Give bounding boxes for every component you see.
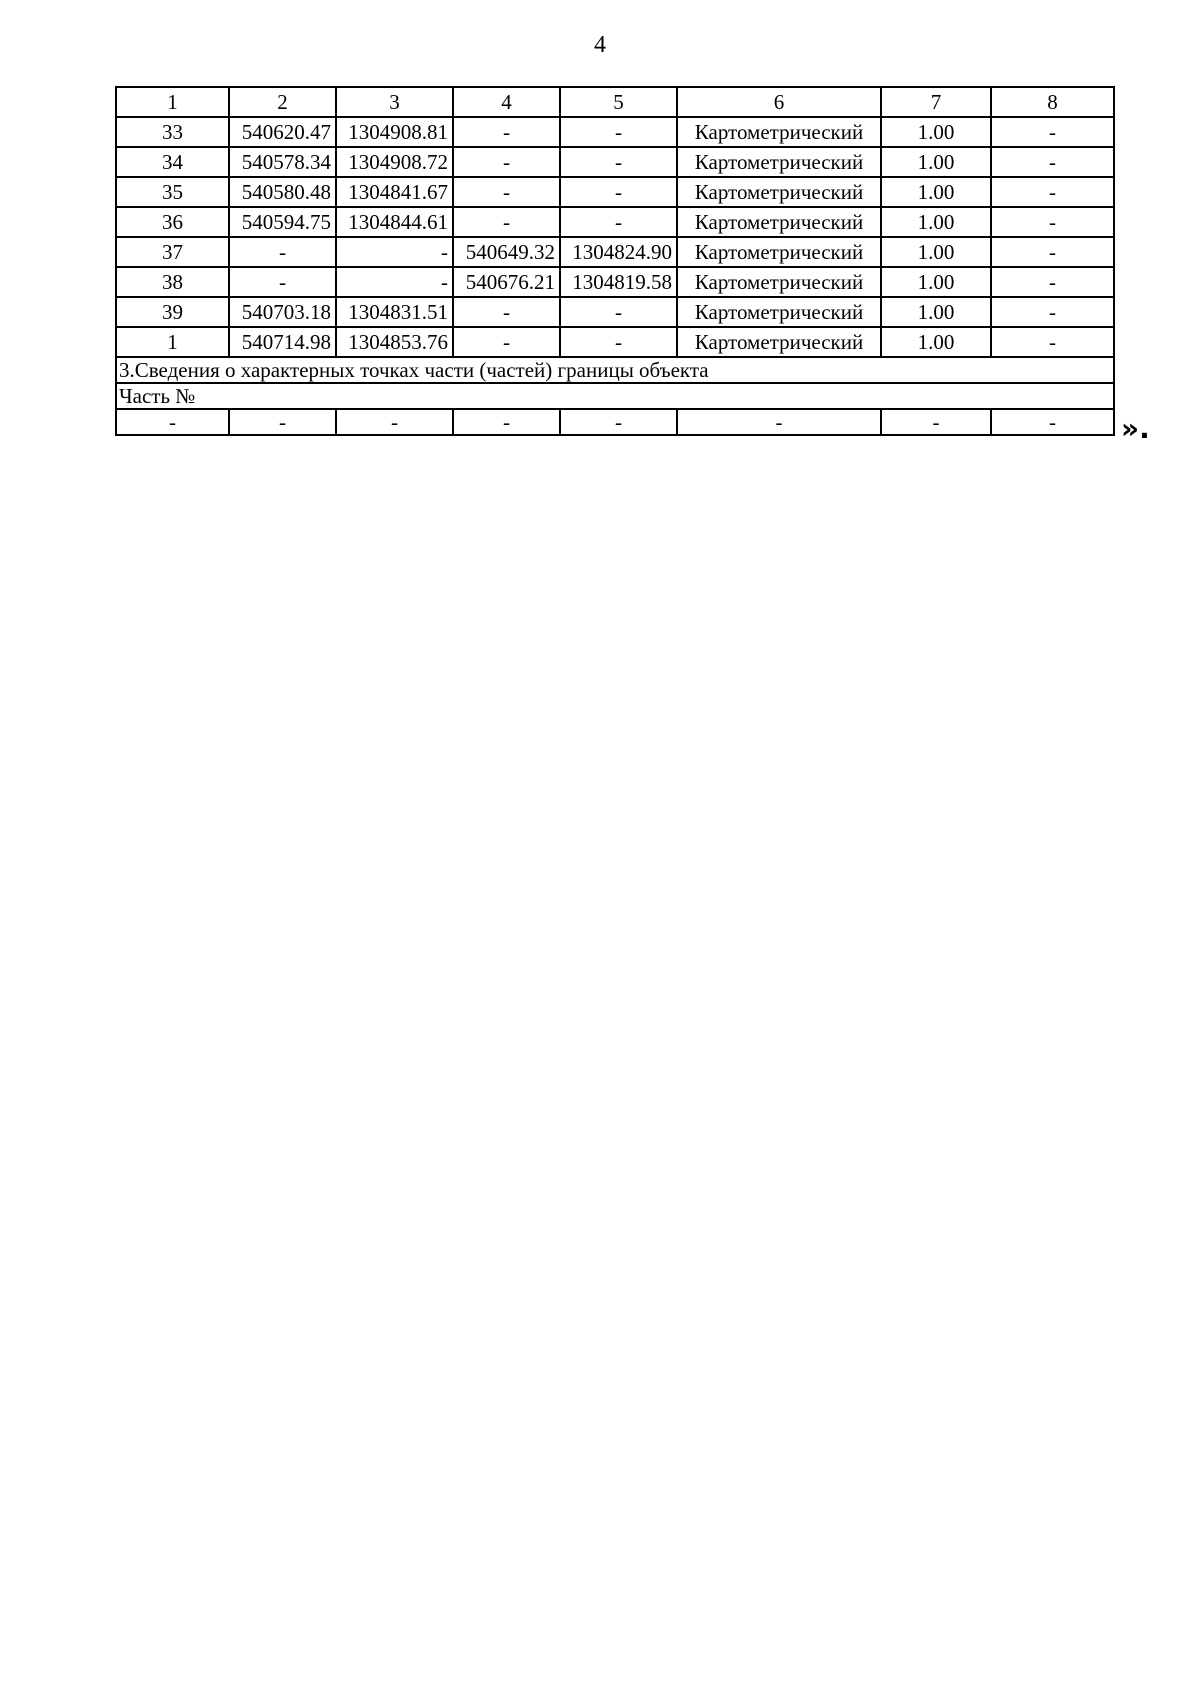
method-cell: Картометрический <box>677 147 881 177</box>
accuracy-cell: 1.00 <box>881 297 991 327</box>
x-coordinate: - <box>229 267 336 297</box>
point-number: 36 <box>116 207 229 237</box>
x-coordinate-alt: 540649.32 <box>453 237 560 267</box>
header-cell: 4 <box>453 87 560 117</box>
description-cell: - <box>991 267 1114 297</box>
table-row <box>116 207 1114 237</box>
section-title-row <box>116 357 1114 383</box>
x-coordinate-alt: - <box>453 207 560 237</box>
method-cell: Картометрический <box>677 327 881 357</box>
x-coordinate: - <box>229 237 336 267</box>
x-coordinate: 540578.34 <box>229 147 336 177</box>
empty-cell: - <box>453 409 560 435</box>
x-coordinate-alt: - <box>453 147 560 177</box>
y-coordinate: 1304853.76 <box>336 327 453 357</box>
y-coordinate-alt: - <box>560 207 677 237</box>
table-row <box>116 117 1114 147</box>
part-label: Часть № <box>116 383 1114 409</box>
method-cell: Картометрический <box>677 297 881 327</box>
point-number: 34 <box>116 147 229 177</box>
section-title: 3.Сведения о характерных точках части (частей) границы объекта <box>116 357 1114 383</box>
table-row <box>116 327 1114 357</box>
point-number: 37 <box>116 237 229 267</box>
accuracy-cell: 1.00 <box>881 177 991 207</box>
y-coordinate-alt: - <box>560 117 677 147</box>
table-body <box>116 87 1114 435</box>
empty-cell: - <box>560 409 677 435</box>
x-coordinate-alt: 540676.21 <box>453 267 560 297</box>
empty-cell: - <box>116 409 229 435</box>
y-coordinate: - <box>336 237 453 267</box>
description-cell: - <box>991 177 1114 207</box>
header-cell: 7 <box>881 87 991 117</box>
y-coordinate: 1304844.61 <box>336 207 453 237</box>
x-coordinate-alt: - <box>453 327 560 357</box>
x-coordinate: 540714.98 <box>229 327 336 357</box>
table-row <box>116 267 1114 297</box>
y-coordinate: - <box>336 267 453 297</box>
empty-cell: - <box>229 409 336 435</box>
description-cell: - <box>991 117 1114 147</box>
point-number: 35 <box>116 177 229 207</box>
description-cell: - <box>991 327 1114 357</box>
x-coordinate: 540703.18 <box>229 297 336 327</box>
empty-cell: - <box>881 409 991 435</box>
table-row <box>116 237 1114 267</box>
method-cell: Картометрический <box>677 207 881 237</box>
empty-cell: - <box>336 409 453 435</box>
y-coordinate-alt: 1304819.58 <box>560 267 677 297</box>
point-number: 38 <box>116 267 229 297</box>
method-cell: Картометрический <box>677 267 881 297</box>
y-coordinate-alt: - <box>560 177 677 207</box>
table-header-row <box>116 87 1114 117</box>
header-cell: 2 <box>229 87 336 117</box>
table-row <box>116 177 1114 207</box>
accuracy-cell: 1.00 <box>881 117 991 147</box>
point-number: 33 <box>116 117 229 147</box>
empty-cell: - <box>677 409 881 435</box>
header-cell: 1 <box>116 87 229 117</box>
x-coordinate: 540620.47 <box>229 117 336 147</box>
closing-quote-mark: ». <box>1121 412 1150 445</box>
accuracy-cell: 1.00 <box>881 207 991 237</box>
y-coordinate-alt: - <box>560 147 677 177</box>
accuracy-cell: 1.00 <box>881 327 991 357</box>
table-row <box>116 297 1114 327</box>
table-row <box>116 147 1114 177</box>
description-cell: - <box>991 297 1114 327</box>
header-cell: 5 <box>560 87 677 117</box>
y-coordinate-alt: - <box>560 327 677 357</box>
empty-part-row <box>116 409 1114 435</box>
description-cell: - <box>991 147 1114 177</box>
x-coordinate: 540580.48 <box>229 177 336 207</box>
y-coordinate: 1304908.72 <box>336 147 453 177</box>
x-coordinate-alt: - <box>453 117 560 147</box>
accuracy-cell: 1.00 <box>881 237 991 267</box>
method-cell: Картометрический <box>677 117 881 147</box>
x-coordinate: 540594.75 <box>229 207 336 237</box>
y-coordinate: 1304841.67 <box>336 177 453 207</box>
y-coordinate: 1304908.81 <box>336 117 453 147</box>
accuracy-cell: 1.00 <box>881 147 991 177</box>
x-coordinate-alt: - <box>453 177 560 207</box>
point-number: 39 <box>116 297 229 327</box>
empty-cell: - <box>991 409 1114 435</box>
page-number: 4 <box>594 32 606 58</box>
method-cell: Картометрический <box>677 177 881 207</box>
y-coordinate-alt: 1304824.90 <box>560 237 677 267</box>
coordinates-table <box>115 86 1115 436</box>
y-coordinate: 1304831.51 <box>336 297 453 327</box>
accuracy-cell: 1.00 <box>881 267 991 297</box>
header-cell: 8 <box>991 87 1114 117</box>
description-cell: - <box>991 207 1114 237</box>
y-coordinate-alt: - <box>560 297 677 327</box>
header-cell: 3 <box>336 87 453 117</box>
part-label-row <box>116 383 1114 409</box>
description-cell: - <box>991 237 1114 267</box>
point-number: 1 <box>116 327 229 357</box>
header-cell: 6 <box>677 87 881 117</box>
x-coordinate-alt: - <box>453 297 560 327</box>
method-cell: Картометрический <box>677 237 881 267</box>
